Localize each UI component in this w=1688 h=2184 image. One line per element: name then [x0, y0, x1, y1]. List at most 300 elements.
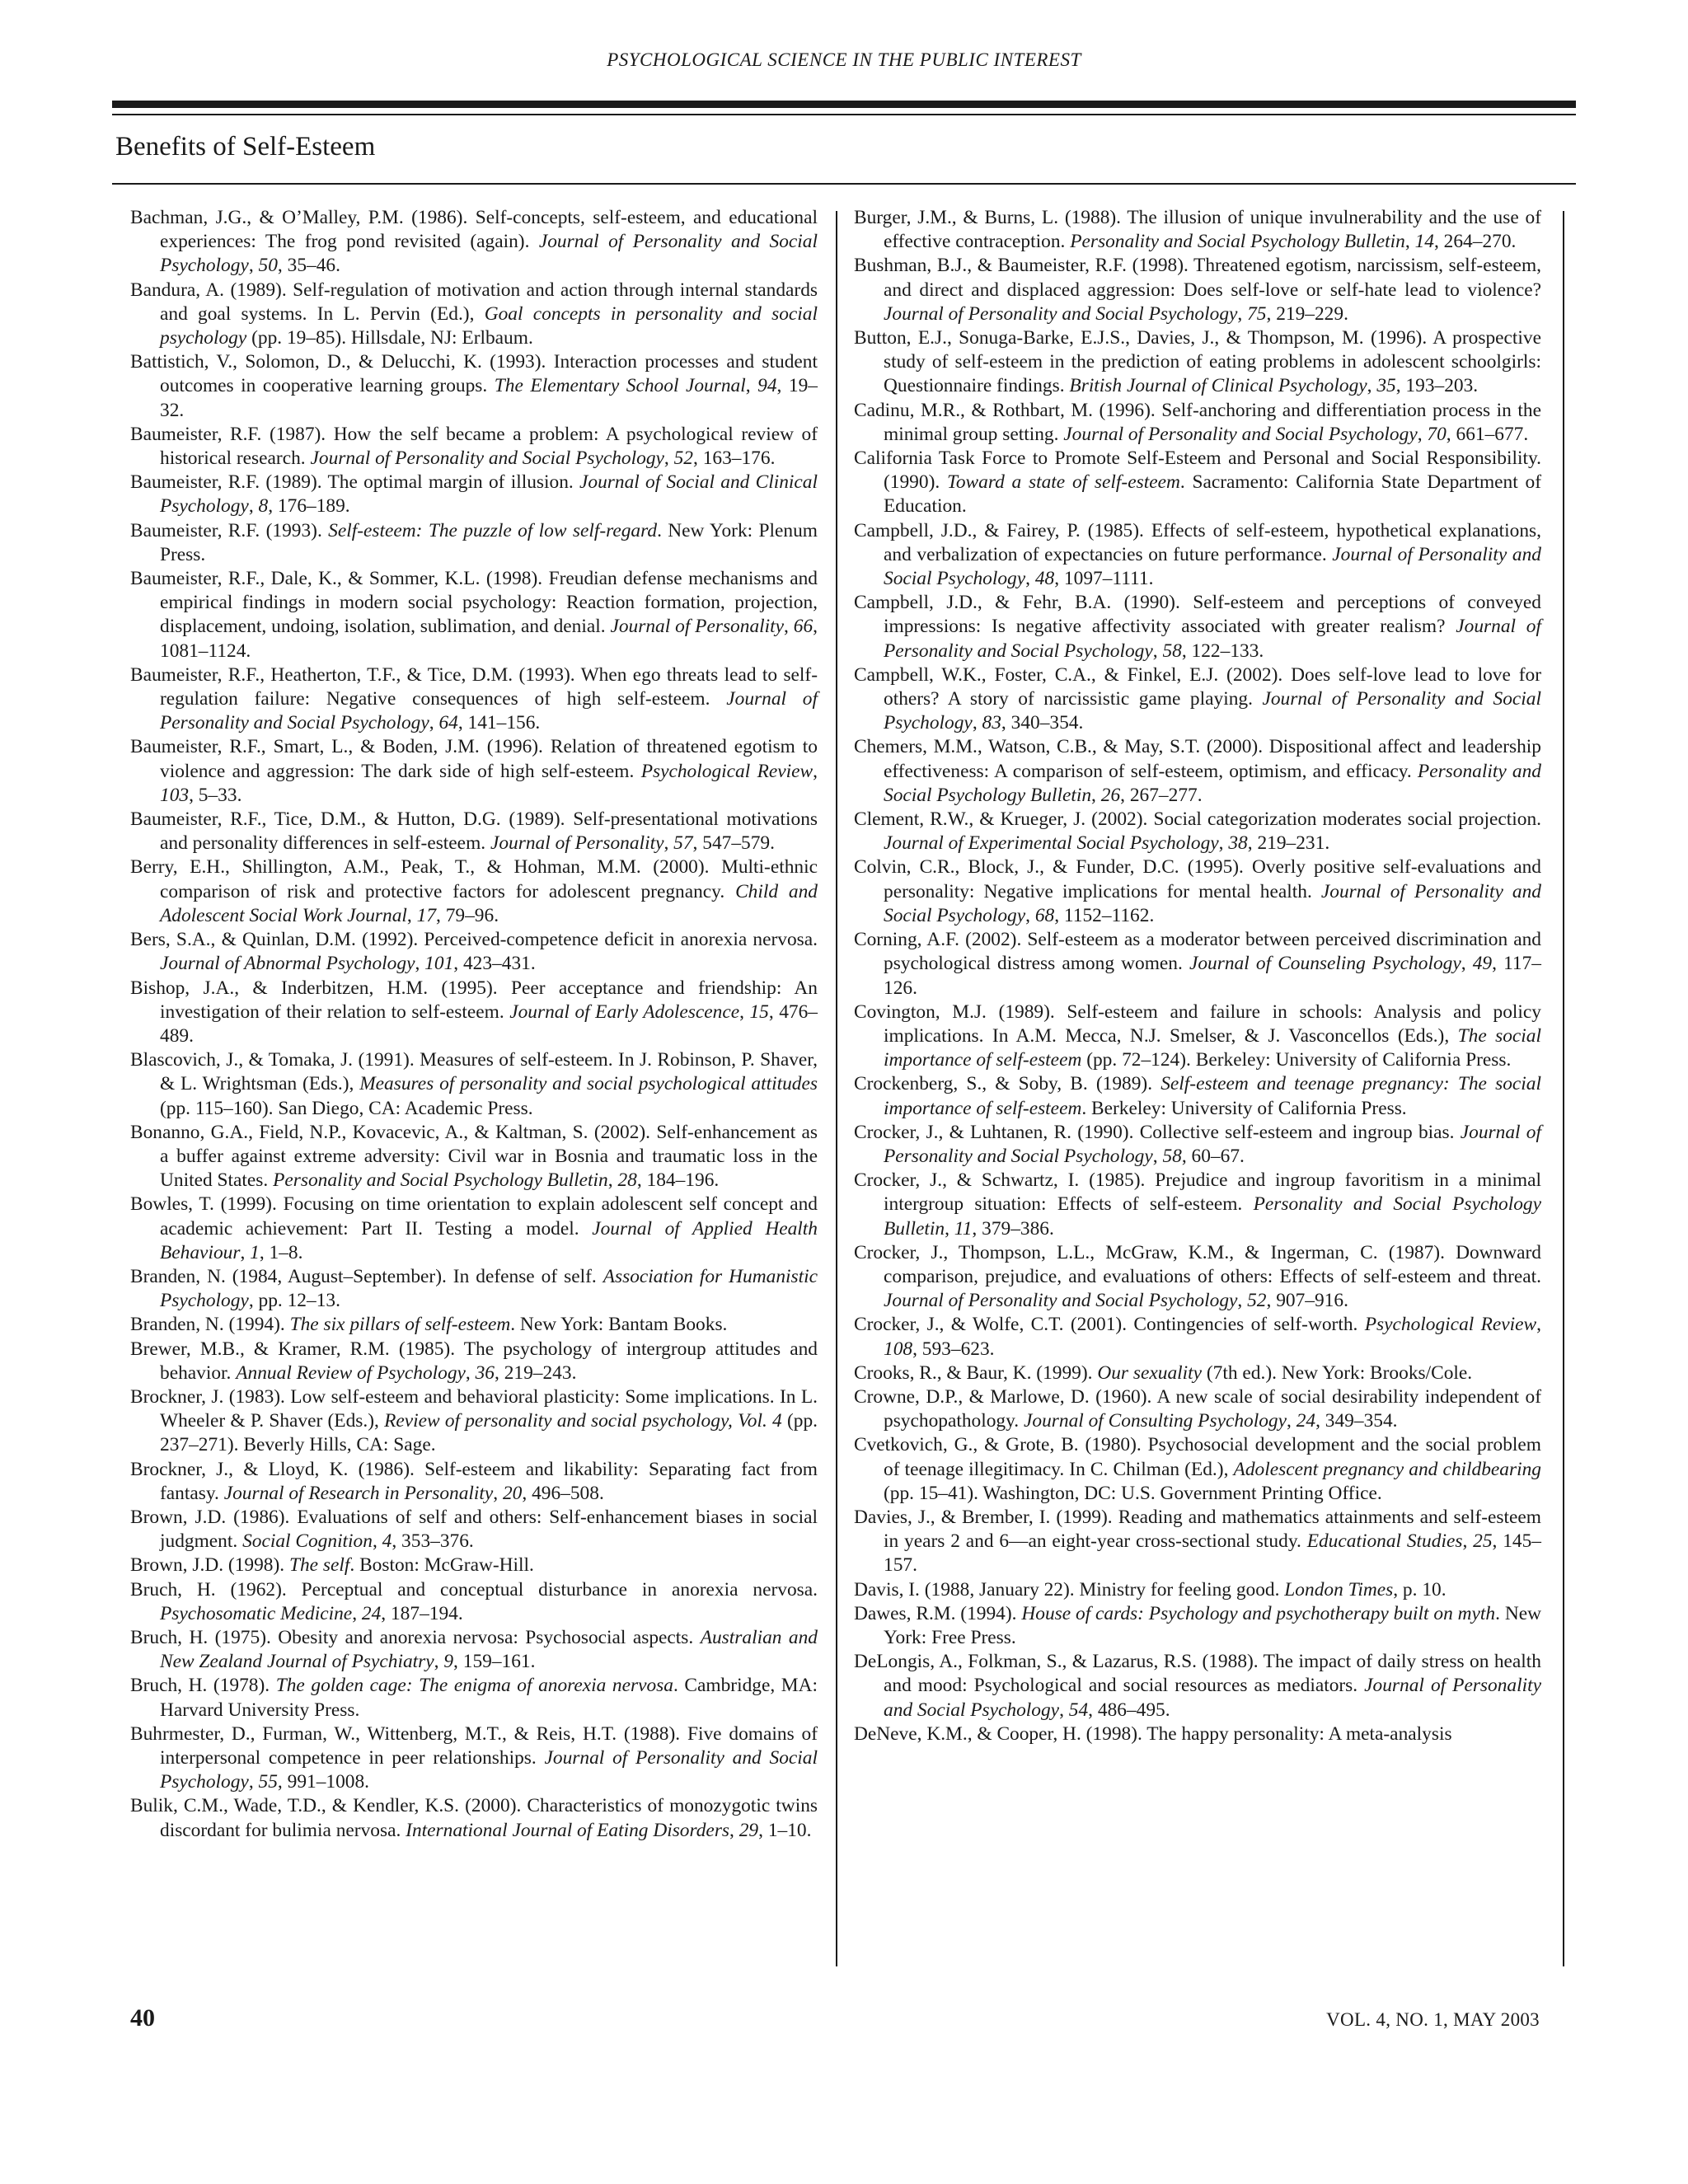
reference-text: ,	[429, 712, 439, 734]
reference-italic: 17	[416, 904, 437, 926]
reference-entry	[130, 808, 818, 855]
reference-text: ,	[248, 255, 259, 277]
reference-text: , 547–579.	[692, 832, 775, 855]
reference-italic: Journal of Personality	[610, 616, 785, 638]
reference-text: (pp. 19–85). Hillsdale, NJ: Erlbaum.	[246, 327, 533, 349]
reference-italic: Social Cognition	[242, 1530, 373, 1553]
reference-italic: Psychological Review	[1364, 1314, 1537, 1336]
reference-italic: 24	[361, 1602, 382, 1624]
reference-italic: Self-esteem: The puzzle of low self-regard	[328, 519, 658, 541]
column-right-rule	[1563, 211, 1564, 1966]
reference-italic: 70	[1427, 423, 1447, 445]
reference-text: , 1081–1124.	[160, 616, 818, 662]
reference-text: ,	[415, 953, 425, 975]
reference-italic: 101	[424, 953, 454, 975]
reference-text: Brockner, J., & Lloyd, K. (1986). Self-esteem and likability: Separating fact from fantasy.	[130, 1458, 818, 1504]
reference-entry	[130, 1048, 818, 1121]
reference-text: Baumeister, R.F., Heatherton, T.F., & Tice, D.M. (1993). When ego threats lead to self-regulation failure: Negative consequences of high self-esteem.	[130, 663, 818, 710]
reference-entry	[130, 1674, 818, 1722]
reference-entry	[854, 1722, 1541, 1746]
reference-entry	[854, 1602, 1541, 1650]
reference-italic: Journal of Experimental Social Psychology	[884, 832, 1219, 855]
reference-italic: 29	[738, 1819, 759, 1841]
reference-italic: Journal of Personality	[490, 832, 664, 855]
reference-entry	[854, 447, 1541, 519]
reference-entry	[130, 1722, 818, 1795]
reference-italic: 20	[502, 1482, 523, 1504]
reference-text: , 1–10.	[758, 1819, 812, 1841]
reference-italic: 11	[954, 1217, 973, 1240]
reference-text: ,	[434, 1651, 444, 1673]
reference-italic: 66	[793, 616, 814, 638]
reference-italic: 25	[1473, 1530, 1493, 1553]
reference-entry	[130, 350, 818, 423]
reference-italic: Journal of Research in Personality	[223, 1482, 494, 1504]
reference-italic: 36	[475, 1361, 495, 1384]
reference-entry	[130, 1458, 818, 1506]
reference-text: Crowne, D.P., & Marlowe, D. (1960). A new scale of social desirability independent of psychopathology.	[854, 1385, 1541, 1432]
reference-entry	[854, 1001, 1541, 1073]
reference-text: , 219–231.	[1247, 832, 1330, 855]
reference-text: (pp. 115–160). San Diego, CA: Academic Press.	[160, 1097, 533, 1119]
reference-italic: The self	[288, 1554, 350, 1577]
reference-text: ,	[1417, 423, 1428, 445]
reference-entry	[854, 206, 1541, 254]
reference-text: Brown, J.D. (1998).	[130, 1554, 289, 1577]
reference-text: , pp. 12–13.	[248, 1290, 340, 1312]
reference-text: Davis, I. (1988, January 22). Ministry for feeling good.	[854, 1578, 1285, 1601]
reference-text: Clement, R.W., & Krueger, J. (2002). Social categorization moderates social projection.	[854, 808, 1541, 831]
reference-italic: 103	[160, 784, 190, 806]
reference-text: ,	[813, 760, 818, 782]
reference-entry	[854, 1578, 1541, 1602]
reference-entry	[130, 1313, 818, 1337]
reference-entry	[130, 567, 818, 663]
reference-text: , 353–376.	[392, 1530, 474, 1553]
reference-text: , 1–8.	[259, 1241, 303, 1263]
reference-text: Baumeister, R.F., Tice, D.M., & Hutton, D.G. (1989). Self-presentational motivations and personality differences in self-esteem.	[130, 808, 818, 855]
reference-text: Button, E.J., Sonuga-Barke, E.J.S., Davies, J., & Thompson, M. (1996). A prospective study of self-esteem in the prediction of eating problems in adolescent schoolgirls: Questionnaire findings.	[854, 327, 1541, 397]
reference-italic: 14	[1414, 231, 1434, 253]
reference-text: Buhrmester, D., Furman, W., Wittenberg, M.T., & Reis, H.T. (1988). Five domains of interpersonal competence in peer relationships.	[130, 1722, 818, 1769]
reference-text: Campbell, J.D., & Fairey, P. (1985). Effects of self-esteem, hypothetical explanations, and verbalization of expectancies on future performance.	[854, 519, 1541, 565]
reference-text: , 661–677.	[1446, 423, 1529, 445]
reference-italic: Journal of Counseling Psychology	[1189, 953, 1461, 975]
reference-text: Crocker, J., Thompson, L.L., McGraw, K.M., & Ingerman, C. (1987). Downward comparison, prejudice, and evaluations of others: Effects of self-esteem and threat.	[854, 1241, 1541, 1287]
reference-italic: Journal of Personality and Social Psychology	[884, 616, 1541, 662]
reference-italic: Journal of Abnormal Psychology	[160, 953, 415, 975]
reference-italic: 55	[258, 1771, 278, 1793]
reference-text: , 122–133.	[1181, 640, 1264, 662]
volume-info: VOL. 4, NO. 1, MAY 2003	[1326, 2009, 1540, 2030]
reference-entry	[130, 519, 818, 567]
reference-entry	[854, 1121, 1541, 1169]
reference-text: Brockner, J. (1983). Low self-esteem and behavioral plasticity: Some implications. In L. Wheeler & P. Shaver (Eds.),	[130, 1385, 818, 1432]
reference-text: , 907–916.	[1266, 1290, 1348, 1312]
reference-italic: Personality and Social Psychology Bulletin	[273, 1169, 608, 1192]
reference-italic: Journal of Personality and Social Psychology	[160, 688, 818, 734]
references-right-column	[854, 206, 1541, 1746]
reference-italic: 35	[1376, 375, 1396, 397]
reference-entry	[130, 1506, 818, 1554]
reference-italic: Personality and Social Psychology Bulletin	[1070, 231, 1405, 253]
reference-text: California Task Force to Promote Self-Esteem and Personal and Social Responsibility. (1990).	[854, 448, 1541, 494]
reference-text: Baumeister, R.F., Smart, L., & Boden, J.M. (1996). Relation of threatened egotism to violence and aggression: The dark side of high self-esteem.	[130, 736, 818, 782]
reference-text: ,	[745, 375, 758, 397]
reference-text: , 163–176.	[693, 448, 776, 470]
reference-text: Bruch, H. (1975). Obesity and anorexia nervosa: Psychosocial aspects.	[130, 1626, 701, 1648]
reference-text: Davies, J., & Brember, I. (1999). Reading and mathematics attainments and self-esteem in years 2 and 6—an eight-year cross-sectional study.	[854, 1506, 1541, 1553]
reference-italic: 83	[982, 712, 1001, 734]
reference-entry	[130, 663, 818, 736]
reference-text: ,	[248, 1771, 259, 1793]
reference-text: Bachman, J.G., & O’Malley, P.M. (1986). Self-concepts, self-esteem, and educational experiences: The frog pond revisited (again).	[130, 207, 818, 253]
reference-italic: Journal of Personality and Social Psychology	[884, 1675, 1541, 1721]
reference-italic: Adolescent pregnancy and childbearing	[1233, 1458, 1541, 1480]
reference-text: , 145–157.	[884, 1530, 1541, 1577]
reference-entry	[854, 1361, 1541, 1385]
reference-italic: Our sexuality	[1097, 1361, 1203, 1384]
reference-text: ,	[248, 495, 259, 518]
reference-italic: Journal of Personality and Social Psychology	[884, 880, 1541, 926]
reference-italic: Journal of Personality and Social Psychology	[884, 1290, 1238, 1312]
reference-entry	[854, 1169, 1541, 1241]
reference-entry	[854, 399, 1541, 447]
reference-text: ,	[465, 1361, 476, 1384]
reference-italic: Journal of Applied Health Behaviour	[160, 1217, 818, 1263]
reference-text: ,	[1237, 1290, 1248, 1312]
reference-italic: Journal of Personality and Social Psychology	[160, 231, 818, 277]
reference-text: , 219–229.	[1266, 302, 1348, 325]
reference-text: Bruch, H. (1978).	[130, 1675, 276, 1697]
reference-italic: Personality and Social Psychology Bulletin	[884, 1193, 1541, 1240]
reference-text: ,	[240, 1241, 251, 1263]
reference-text: , 35–46.	[277, 255, 340, 277]
reference-text: , 117–126.	[884, 953, 1541, 999]
reference-text: , 593–623.	[912, 1338, 995, 1360]
reference-entry	[130, 1578, 818, 1626]
reference-text: (pp. 15–41). Washington, DC: U.S. Government Printing Office.	[884, 1482, 1382, 1504]
reference-italic: Journal of Personality and Social Psychology	[884, 543, 1541, 590]
reference-text: ,	[663, 832, 674, 855]
reference-text: , 187–194.	[381, 1602, 463, 1624]
reference-text: ,	[1152, 640, 1163, 662]
reference-italic: Personality and Social Psychology Bulletin	[884, 760, 1541, 806]
reference-text: , 219–243.	[495, 1361, 577, 1384]
reference-text: Crocker, J., & Luhtanen, R. (1990). Collective self-esteem and ingroup bias.	[854, 1121, 1461, 1143]
reference-entry	[854, 519, 1541, 592]
reference-entry	[130, 1385, 818, 1458]
reference-text: , 1097–1111.	[1054, 568, 1154, 590]
reference-text: Colvin, C.R., Block, J., & Funder, D.C. (1995). Overly positive self-evaluations and personality: Negative implications for mental health.	[854, 856, 1541, 902]
reference-text: Campbell, W.K., Foster, C.A., & Finkel, E.J. (2002). Does self-love lead to love for others? A story of narcissistic game playing.	[854, 663, 1541, 710]
reference-italic: 68	[1034, 904, 1055, 926]
reference-text: ,	[1237, 302, 1248, 325]
reference-text: ,	[1287, 1410, 1296, 1432]
reference-text: Brewer, M.B., & Kramer, R.M. (1985). The psychology of intergroup attitudes and behavior.	[130, 1338, 818, 1384]
reference-italic: Psychological Review	[640, 760, 814, 782]
reference-entry	[854, 1241, 1541, 1314]
reference-text: . New York: Plenum Press.	[160, 519, 818, 565]
reference-text: Bonanno, G.A., Field, N.P., Kovacevic, A., & Kaltman, S. (2002). Self-enhancement as a buffer against extreme adversity: Civil war in Bosnia and traumatic loss in the United States.	[130, 1121, 818, 1192]
reference-italic: 8	[258, 495, 269, 518]
reference-text: Bruch, H. (1962). Perceptual and conceptual disturbance in anorexia nervosa.	[130, 1578, 818, 1601]
reference-text: Burger, J.M., & Burns, L. (1988). The illusion of unique invulnerability and the use of effective contraception.	[854, 207, 1541, 253]
reference-italic: Association for Humanistic Psychology	[160, 1265, 818, 1312]
reference-italic: Journal of Early Adolescence	[509, 1001, 740, 1023]
reference-text: ,	[1367, 375, 1377, 397]
reference-italic: 28	[617, 1169, 637, 1192]
column-divider	[836, 211, 837, 1966]
reference-text: Corning, A.F. (2002). Self-esteem as a moderator between perceived discrimination and psychological distress among women.	[854, 929, 1541, 975]
reference-italic: The social importance of self-esteem	[884, 1024, 1541, 1071]
reference-text: , 340–354.	[1001, 712, 1084, 734]
reference-italic: British Journal of Clinical Psychology	[1069, 375, 1367, 397]
reference-text: ,	[1404, 231, 1415, 253]
reference-text: Covington, M.J. (1989). Self-esteem and failure in schools: Analysis and policy implications. In A.M. Mecca, N.J. Smelser, & J. Vasconcellos (Eds.),	[854, 1001, 1541, 1047]
references-left-column	[130, 206, 818, 1843]
reference-entry	[854, 808, 1541, 855]
reference-entry	[130, 1338, 818, 1385]
reference-text: ,	[1025, 904, 1035, 926]
reference-entry	[130, 423, 818, 471]
reference-entry	[854, 663, 1541, 736]
reference-text: (7th ed.). New York: Brooks/Cole.	[1202, 1361, 1473, 1384]
reference-text: Baumeister, R.F., Dale, K., & Sommer, K.L. (1998). Freudian defense mechanisms and empirical findings in modern social psychology: Reaction formation, projection, displacement, undoing, isolation, sublimation, and denial.	[130, 568, 818, 638]
reference-text: Chemers, M.M., Watson, C.B., & May, S.T. (2000). Dispositional affect and leadership effectiveness: A comparison of self-esteem, optimism, and efficacy.	[854, 736, 1541, 782]
reference-text: , 349–354.	[1315, 1410, 1398, 1432]
reference-text: , 5–33.	[189, 784, 242, 806]
reference-text: ,	[1218, 832, 1229, 855]
reference-text: ,	[784, 616, 794, 638]
reference-italic: Educational Studies	[1306, 1530, 1463, 1553]
reference-text: , 1152–1162.	[1054, 904, 1155, 926]
reference-italic: Australian and New Zealand Journal of Psychiatry	[160, 1626, 818, 1673]
reference-italic: 38	[1228, 832, 1248, 855]
reference-entry	[130, 1193, 818, 1265]
reference-italic: 75	[1247, 302, 1267, 325]
reference-text: Bers, S.A., & Quinlan, D.M. (1992). Perceived-competence deficit in anorexia nervosa.	[130, 929, 818, 951]
reference-text: Baumeister, R.F. (1989). The optimal margin of illusion.	[130, 471, 580, 494]
reference-italic: 108	[884, 1338, 913, 1360]
reference-text: Branden, N. (1984, August–September). In defense of self.	[130, 1265, 603, 1287]
reference-italic: 58	[1162, 1145, 1182, 1167]
reference-entry	[130, 1794, 818, 1842]
reference-text: Crocker, J., & Schwartz, I. (1985). Prejudice and ingroup favoritism in a minimal intergroup situation: Effects of self-esteem.	[854, 1169, 1541, 1216]
reference-italic: Self-esteem and teenage pregnancy: The social importance of self-esteem	[884, 1073, 1541, 1119]
reference-italic: Journal of Social and Clinical Psychology	[160, 471, 818, 518]
reference-text: . New York: Free Press.	[884, 1602, 1541, 1648]
reference-entry	[130, 1121, 818, 1193]
reference-text: DeLongis, A., Folkman, S., & Lazarus, R.S. (1988). The impact of daily stress on health and mood: Psychological and social resources as mediators.	[854, 1651, 1541, 1697]
reference-text: ,	[1059, 1699, 1069, 1721]
reference-text: . Sacramento: California State Department of Education.	[884, 471, 1541, 518]
journal-title: PSYCHOLOGICAL SCIENCE IN THE PUBLIC INTEREST	[607, 49, 1081, 70]
reference-text: , 141–156.	[457, 712, 541, 734]
reference-entry	[130, 1626, 818, 1674]
reference-italic: 52	[1247, 1290, 1267, 1312]
header-rule-thin	[112, 114, 1576, 115]
reference-text: ,	[1462, 1530, 1474, 1553]
reference-text: (pp. 72–124). Berkeley: University of California Press.	[1081, 1049, 1512, 1071]
reference-text: ,	[1461, 953, 1473, 975]
reference-text: ,	[352, 1602, 362, 1624]
reference-entry	[130, 977, 818, 1049]
reference-text: Crooks, R., & Baur, K. (1999).	[854, 1361, 1098, 1384]
reference-text: . New York: Bantam Books.	[510, 1314, 728, 1336]
reference-text: , 79–96.	[436, 904, 499, 926]
reference-entry	[854, 928, 1541, 1001]
reference-entry	[854, 735, 1541, 808]
reference-italic: 50	[258, 255, 278, 277]
reference-text: DeNeve, K.M., & Cooper, H. (1998). The happy personality: A meta-analysis	[854, 1722, 1452, 1745]
page-number: 40	[130, 2004, 155, 2032]
reference-italic: 48	[1034, 568, 1055, 590]
reference-italic: International Journal of Eating Disorders	[406, 1819, 730, 1841]
reference-italic: 1	[250, 1241, 260, 1263]
reference-text: (pp. 237–271). Beverly Hills, CA: Sage.	[160, 1410, 818, 1456]
reference-entry	[854, 1072, 1541, 1120]
reference-italic: Annual Review of Psychology	[236, 1361, 466, 1384]
reference-text: Bandura, A. (1989). Self-regulation of motivation and action through internal standards and goal systems. In L. Pervin (Ed.),	[130, 279, 818, 325]
reference-text: Brown, J.D. (1986). Evaluations of self and others: Self-enhancement biases in social judgment.	[130, 1506, 818, 1553]
reference-text: Bushman, B.J., & Baumeister, R.F. (1998). Threatened egotism, narcissism, self-esteem, and direct and displaced aggression: Does self-love or self-hate lead to violence?	[854, 255, 1541, 301]
reference-text: , 184–196.	[636, 1169, 720, 1192]
reference-text: ,	[1091, 784, 1101, 806]
reference-italic: 52	[673, 448, 693, 470]
reference-text: , 423–431.	[453, 953, 536, 975]
reference-italic: 4	[382, 1530, 392, 1553]
reference-text: ,	[1025, 568, 1035, 590]
reference-text: , 159–161.	[453, 1651, 536, 1673]
reference-italic: Journal of Personality and Social Psychology	[884, 1121, 1541, 1167]
reference-text: , 267–277.	[1120, 784, 1203, 806]
reference-text: , 60–67.	[1181, 1145, 1245, 1167]
reference-text: ,	[1536, 1314, 1542, 1336]
reference-text: Dawes, R.M. (1994).	[854, 1602, 1022, 1624]
reference-entry	[130, 928, 818, 976]
reference-entry	[854, 1650, 1541, 1722]
reference-text: ,	[739, 1001, 750, 1023]
reference-italic: 26	[1100, 784, 1121, 806]
reference-text: . Cambridge, MA: Harvard University Press.	[160, 1675, 818, 1721]
reference-italic: 24	[1296, 1410, 1316, 1432]
section-title: Benefits of Self-Esteem	[115, 132, 376, 162]
reference-text: , 379–386.	[972, 1217, 1054, 1240]
reference-text: ,	[607, 1169, 618, 1192]
reference-italic: Journal of Personality and Social Psychology	[310, 448, 664, 470]
reference-italic: 58	[1162, 640, 1182, 662]
reference-entry	[854, 1385, 1541, 1433]
reference-text: ,	[663, 448, 674, 470]
reference-italic: Journal of Personality and Social Psychology	[884, 302, 1238, 325]
reference-text: ,	[945, 1217, 954, 1240]
reference-italic: 64	[438, 712, 458, 734]
reference-text: Cvetkovich, G., & Grote, B. (1980). Psychosocial development and the social problem of teenage illegitimacy. In C. Chilman (Ed.),	[854, 1434, 1541, 1480]
reference-entry	[854, 1313, 1541, 1361]
reference-text: Battistich, V., Solomon, D., & Delucchi, K. (1993). Interaction processes and student outcomes in cooperative learning groups.	[130, 351, 818, 397]
reference-italic: 54	[1068, 1699, 1089, 1721]
reference-text: , 476–489.	[160, 1001, 818, 1047]
reference-italic: 9	[443, 1651, 454, 1673]
reference-text: Cadinu, M.R., & Rothbart, M. (1996). Self-anchoring and differentiation process in the minimal group setting.	[854, 399, 1541, 445]
reference-italic: The six pillars of self-esteem	[289, 1314, 511, 1336]
header-rule-thick	[112, 101, 1576, 108]
reference-italic: Journal of Consulting Psychology	[1024, 1410, 1287, 1432]
reference-entry	[130, 279, 818, 351]
reference-text: ,	[729, 1819, 739, 1841]
reference-text: . Boston: McGraw-Hill.	[349, 1554, 534, 1577]
reference-entry	[130, 206, 818, 279]
reference-text: ,	[1152, 1145, 1163, 1167]
reference-text: , 486–495.	[1088, 1699, 1170, 1721]
reference-italic: 15	[749, 1001, 769, 1023]
reference-italic: Review of personality and social psychology, Vol. 4	[384, 1410, 782, 1432]
reference-text: Crocker, J., & Wolfe, C.T. (2001). Contingencies of self-worth.	[854, 1314, 1365, 1336]
reference-text: , 19–32.	[160, 375, 818, 421]
reference-text: ,	[493, 1482, 503, 1504]
reference-italic: Journal of Personality and Social Psychology	[884, 688, 1541, 734]
reference-italic: Psychosomatic Medicine	[160, 1602, 353, 1624]
reference-text: Bulik, C.M., Wade, T.D., & Kendler, K.S. (2000). Characteristics of monozygotic twins discordant for bulimia nervosa.	[130, 1795, 818, 1841]
reference-entry	[854, 254, 1541, 326]
reference-italic: 57	[673, 832, 693, 855]
reference-text: Crockenberg, S., & Soby, B. (1989).	[854, 1073, 1161, 1095]
reference-italic: 49	[1472, 953, 1493, 975]
reference-text: , 991–1008.	[277, 1771, 370, 1793]
reference-italic: Journal of Personality and Social Psychology	[1063, 423, 1418, 445]
reference-italic: 94	[757, 375, 777, 397]
reference-text: Bishop, J.A., & Inderbitzen, H.M. (1995). Peer acceptance and friendship: An investigation of their relation to self-esteem.	[130, 977, 818, 1023]
reference-italic: Measures of personality and social psychological attitudes	[359, 1073, 818, 1095]
reference-text: , 176–189.	[268, 495, 350, 518]
reference-italic: Child and Adolescent Social Work Journal	[160, 880, 818, 926]
reference-entry	[130, 1265, 818, 1313]
section-rule	[112, 183, 1576, 185]
reference-text: ,	[406, 904, 417, 926]
reference-text: Berry, E.H., Shillington, A.M., Peak, T., & Hohman, M.M. (2000). Multi-ethnic comparison of risk and protective factors for adolescent pregnancy.	[130, 856, 818, 902]
reference-text: Campbell, J.D., & Fehr, B.A. (1990). Self-esteem and perceptions of conveyed impressions: Is negative affectivity associated with greater realism?	[854, 592, 1541, 638]
reference-text: Bowles, T. (1999). Focusing on time orientation to explain adolescent self concept and academic achievement: Part II. Testing a model.	[130, 1193, 818, 1240]
reference-italic: Toward a state of self-esteem	[946, 471, 1180, 494]
reference-entry	[854, 326, 1541, 399]
reference-text: Baumeister, R.F. (1987). How the self became a problem: A psychological review of historical research.	[130, 423, 818, 470]
reference-text: Baumeister, R.F. (1993).	[130, 519, 329, 541]
reference-text: , 264–270.	[1433, 231, 1517, 253]
reference-entry	[130, 735, 818, 808]
reference-entry	[854, 591, 1541, 663]
reference-italic: Journal of Personality and Social Psychology	[160, 1747, 818, 1793]
reference-entry	[130, 471, 818, 518]
reference-italic: The golden cage: The enigma of anorexia nervosa	[275, 1675, 673, 1697]
reference-entry	[854, 1433, 1541, 1506]
reference-text: ,	[372, 1530, 382, 1553]
reference-italic: The Elementary School Journal	[494, 375, 746, 397]
reference-text: , 496–508.	[522, 1482, 604, 1504]
reference-italic: London Times	[1284, 1578, 1394, 1601]
reference-text: , p. 10.	[1393, 1578, 1447, 1601]
reference-text: . Berkeley: University of California Press.	[1081, 1097, 1407, 1119]
reference-entry	[854, 855, 1541, 928]
reference-text: Branden, N. (1994).	[130, 1314, 290, 1336]
reference-text: ,	[972, 712, 982, 734]
reference-italic: House of cards: Psychology and psychotherapy built on myth	[1021, 1602, 1496, 1624]
reference-entry	[130, 855, 818, 928]
reference-text: , 193–203.	[1395, 375, 1479, 397]
reference-italic: Goal concepts in personality and social psychology	[160, 302, 818, 349]
reference-text: Blascovich, J., & Tomaka, J. (1991). Measures of self-esteem. In J. Robinson, P. Shaver, & L. Wrightsman (Eds.),	[130, 1049, 818, 1095]
reference-entry	[854, 1506, 1541, 1578]
